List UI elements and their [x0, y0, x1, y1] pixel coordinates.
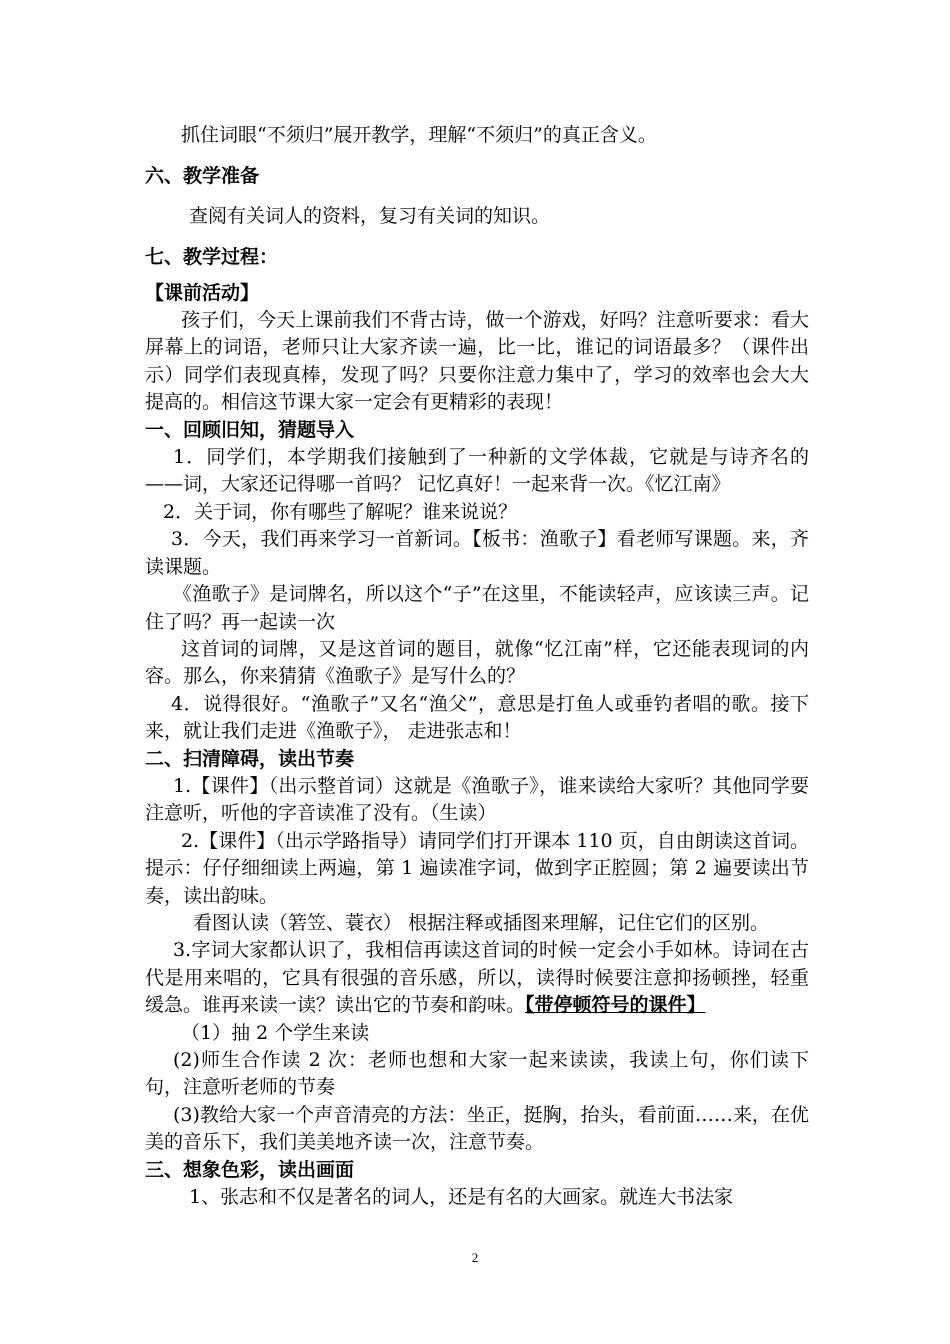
paragraph-1-3: 3．今天，我们再来学习一首新词。【板书：渔歌子】看老师写课题。来，齐读课题。	[145, 528, 809, 578]
paragraph-2-4-text: 3.字词大家都认识了，我相信再读这首词的时候一定会小手如林。诗词在古代是用来唱的，它具有很强的音乐感，所以，读得时候要注意抑扬顿挫，轻重缓急。谁再来读一读？读出它的节奏和韵味。	[145, 939, 809, 1017]
heading-part-2: 二、扫清障碍，读出节奏	[145, 747, 355, 770]
paragraph-1-4: 《渔歌子》是词牌名，所以这个“子”在这里，不能读轻声，应该读三声。记住了吗？再一起读一次	[145, 583, 809, 633]
paragraph-2-4	[145, 937, 809, 1019]
heading-section-6: 六、教学准备	[145, 165, 260, 188]
heading-part-3: 三、想象色彩，读出画面	[145, 1158, 355, 1181]
paragraph-pre-class: 孩子们，今天上课前我们不背古诗，做一个游戏，好吗？注意听要求：看大屏幕上的词语，老师只让大家齐读一遍，比一比，谁记的词语最多？（课件出示）同学们表现真棒，发现了吗？只要你注意力集中了，学习的效率也会大大提高的。相信这节课大家一定会有更精彩的表现！	[145, 309, 809, 414]
paragraph-1-1: 1．同学们，本学期我们接触到了一种新的文学体裁，它就是与诗齐名的——词，大家还记得哪一首吗？ 记忆真好！一起来背一次。《忆江南》	[145, 446, 809, 496]
paragraph-2-3: 看图认读（箬笠、蓑衣） 根据注释或插图来理解，记住它们的区别。	[193, 911, 770, 934]
paragraph-2-7: (3)教给大家一个声音清亮的方法：坐正，挺胸，抬头，看前面……来，在优美的音乐下，我们美美地齐读一次，注意节奏。	[145, 1103, 809, 1154]
paragraph-preparation: 查阅有关词人的资料，复习有关词的知识。	[189, 204, 551, 227]
paragraph-1-2: 2．关于词，你有哪些了解呢？谁来说说？	[163, 500, 518, 523]
heading-part-1: 一、回顾旧知，猜题导入	[145, 418, 355, 441]
paragraph-2-6: (2)师生合作读 2 次：老师也想和大家一起来读读，我读上句，你们读下句，注意听老师的节奏	[145, 1049, 809, 1099]
paragraph-2-5: （1）抽 2 个学生来读	[181, 1021, 370, 1044]
page-number: 2	[471, 1250, 479, 1265]
document-body	[145, 122, 809, 1211]
paragraph-1-5: 这首词的词牌，又是这首词的题目，就像“忆江南”样，它还能表现词的内容。那么，你来猜猜《渔歌子》是写什么的？	[145, 637, 809, 688]
paragraph-2-2: 2.【课件】（出示学路指导）请同学们打开课本 110 页，自由朗读这首词。提示：仔仔细细读上两遍，第 1 遍读准字词，做到字正腔圆；第 2 遍要读出节奏，读出韵味。	[145, 829, 809, 907]
heading-section-7: 七、教学过程：	[145, 246, 279, 269]
paragraph-key-word: 抓住词眼“不须归”展开教学，理解“不须归”的真正含义。	[181, 124, 657, 146]
courseware-link-text: 【带停顿符号的课件】	[525, 994, 706, 1017]
heading-pre-class: 【课前活动】	[145, 281, 260, 304]
paragraph-1-6: 4．说得很好。“渔歌子”又名“渔父”，意思是打鱼人或垂钓者唱的歌。接下来，就让我们走进《渔歌子》， 走进张志和！	[145, 692, 809, 743]
paragraph-2-1: 1.【课件】（出示整首词）这就是《渔歌子》，谁来读给大家听？其他同学要注意听，听他的字音读准了没有。（生读）	[145, 774, 809, 825]
paragraph-3-1: 1、张志和不仅是著名的词人，还是有名的大画家。就连大书法家	[189, 1186, 734, 1209]
